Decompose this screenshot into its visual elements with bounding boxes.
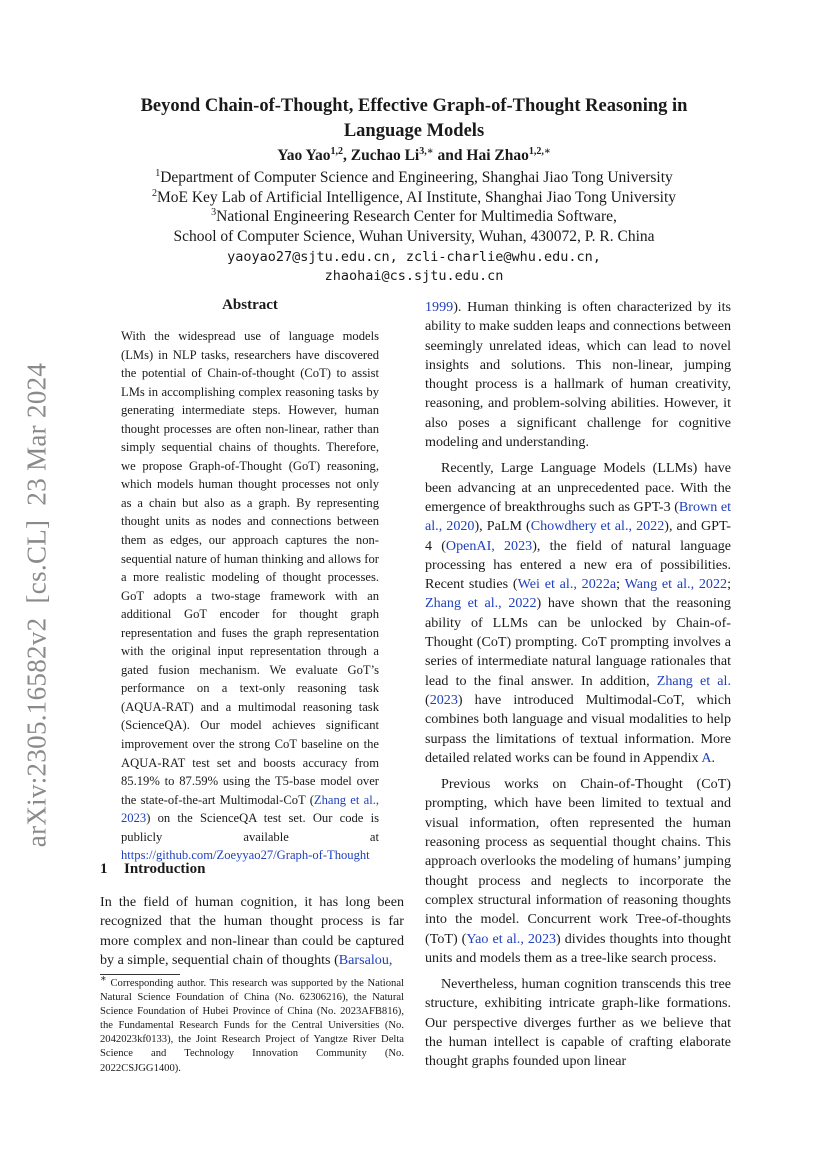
paper-title: Beyond Chain-of-Thought, Effective Graph-of-Thought Reasoning in Language Models — [140, 96, 688, 141]
author-name: Yao Yao — [277, 147, 331, 164]
citation-link[interactable]: Yao et al., 2023 — [466, 930, 557, 947]
author-emails: yaoyao27@sjtu.edu.cn, zcli-charlie@whu.edu.cn, — [227, 249, 601, 265]
github-link[interactable]: https://github.com/Zoeyyao27/Graph-of-Thought — [121, 848, 370, 863]
paragraph: 1999). Human thinking is often characterized by its ability to make sudden leaps and connections between seemingly unrelated ideas, which can lead to novel insights and solutions. This non-linear, jumping thought process is a hallmark of human creativity, reasoning, and problem-solving abilities. However, it also poses a significant challenge for cognitive modeling and understanding. — [425, 299, 731, 451]
affiliation: $^2$MoE Key Lab of Artificial Intelligence, AI Institute, Shanghai Jiao Tong University — [151, 187, 677, 206]
author-name: Hai Zhao — [466, 147, 529, 164]
section-heading: 1 Introduction — [100, 861, 206, 877]
affiliation: School of Computer Science, Wuhan University, Wuhan, 430072, P. R. China — [173, 228, 655, 245]
right-column — [425, 298, 731, 1079]
arxiv-watermark: arXiv:2305.16582v2 [cs.CL] 23 Mar 2024 — [21, 362, 52, 848]
citation-link[interactable]: OpenAI, 2023 — [445, 537, 533, 554]
citation-link[interactable]: Zhang et al., 2022 — [425, 595, 537, 612]
citation-link[interactable]: Chowdhery et al., 2022 — [530, 518, 665, 535]
author-name: Zuchao Li — [350, 147, 420, 164]
citation-link[interactable]: Wei et al., 2022a — [517, 576, 617, 593]
intro-paragraph: In the field of human cognition, it has long been recognized that the human thought process is far more complex and non-linear than could be captured by a simple, sequential chain of thoughts (Barsalou, — [100, 894, 404, 968]
abstract-text: With the widespread use of language models (LMs) in NLP tasks, researchers have discovered the potential of Chain-of-thought (CoT) to assist LMs in accomplishing complex reasoning tasks by generating intermediate steps. However, human thought processes are often non-linear, rather than simply sequential chains of thoughts. Therefore, we propose Graph-of-Thought (GoT) reasoning, which models human thought processes not only as a chain but also as a graph. By representing thought units as nodes and connections between them as edges, our approach captures the non-sequential nature of human thinking and allows for a more realistic modeling of thought processes. GoT adopts a two-stage framework with an additional GoT encoder for thought graph representation and fuses the graph representation with the original input representation through a gated fusion mechanism. We evaluate GoT’s performance on a text-only reasoning task (AQUA-RAT) and a multimodal reasoning task (ScienceQA). Our model achieves significant improvement over the strong CoT baseline on the AQUA-RAT test set and boosts accuracy from 85.19% to 87.59% using the T5-base model over the state-of-the-art Multimodal-CoT (Zhang et al., 2023) on the ScienceQA test set. Our code is publicly available at https://github.com/Zoeyyao27/Graph-of-Thought — [121, 329, 380, 863]
affiliation: $^3$National Engineering Research Center for Multimedia Software, — [211, 206, 617, 225]
citation-link[interactable]: 1999 — [425, 299, 454, 315]
citation-link[interactable]: Zhang et al., 2023 — [121, 792, 380, 826]
footnote: ∗ Corresponding author. This research was supported by the National Natural Science Foundation of China (No. 62306216), the Natural Science Foundation of Hubei Province of China (No. 2023AFB816), the Fundamental Research Funds for the Central Universities (No. 2042023kf0133), the Joint Research Project of Yangtze River Delta Science and Technology Innovation Community (No. 2022CSJGG1400). — [100, 973, 404, 1074]
citation-link[interactable]: Brown et al., 2020 — [425, 498, 731, 535]
citation-link[interactable]: Zhang et al. — [656, 672, 731, 689]
citation-link[interactable]: Barsalou, — [338, 951, 393, 968]
paragraph: Previous works on Chain-of-Thought (CoT) prompting, which have been limited to textual and visual information, often represented the human reasoning process as sequential thought chains. This approach overlooks the modeling of humans’ jumping thought process and neglects to incorporate the complex structural information of reasoning thoughts into the model. Concurrent work Tree-of-thoughts (ToT) (Yao et al., 2023) divides thoughts into thought units and models them as a tree-like search process. — [425, 776, 732, 966]
author-emails: zhaohai@cs.sjtu.edu.cn — [324, 268, 504, 284]
abstract-heading: Abstract — [222, 297, 278, 313]
appendix-link[interactable]: A — [701, 749, 712, 766]
paragraph: Recently, Large Language Models (LLMs) have been advancing at an unprecedented pace. With the emergence of breakthroughs such as GPT-3 (Brown et al., 2020), PaLM (Chowdhery et al., 2022), and GPT-4 (OpenAI, 2023), the field of natural language processing has entered a new era of possibilities. Recent studies (Wei et al., 2022a; Wang et al., 2022; Zhang et al., 2022) have shown that the reasoning ability of LLMs can be unlocked by Chain-of-Thought (CoT) prompting. CoT prompting involves a series of intermediate natural language rationales that lead to the final answer. In addition, Zhang et al. (2023) have introduced Multimodal-CoT, which combines both language and visual modalities to help surpass the limitations of textual information. More detailed related works can be found in Appendix A. — [425, 460, 731, 766]
affiliation: $^1$Department of Computer Science and Engineering, Shanghai Jiao Tong University — [155, 167, 673, 186]
footnote-divider — [100, 974, 180, 975]
citation-link[interactable]: Wang et al., 2022 — [624, 576, 728, 593]
citation-link[interactable]: 2023 — [429, 691, 458, 708]
author-list: Yao Yao$^{1,2}$, Zuchao $Li^{3,∗}$ and Hai Zhao$^{1,2,∗}$ — [277, 145, 551, 164]
paragraph: Nevertheless, human cognition transcends this tree structure, exhibiting intricate graph-like formations. Our perspective diverges further as we believe that the human intellect is capable of crafting elaborate thought graphs founded upon linear — [425, 976, 731, 1070]
